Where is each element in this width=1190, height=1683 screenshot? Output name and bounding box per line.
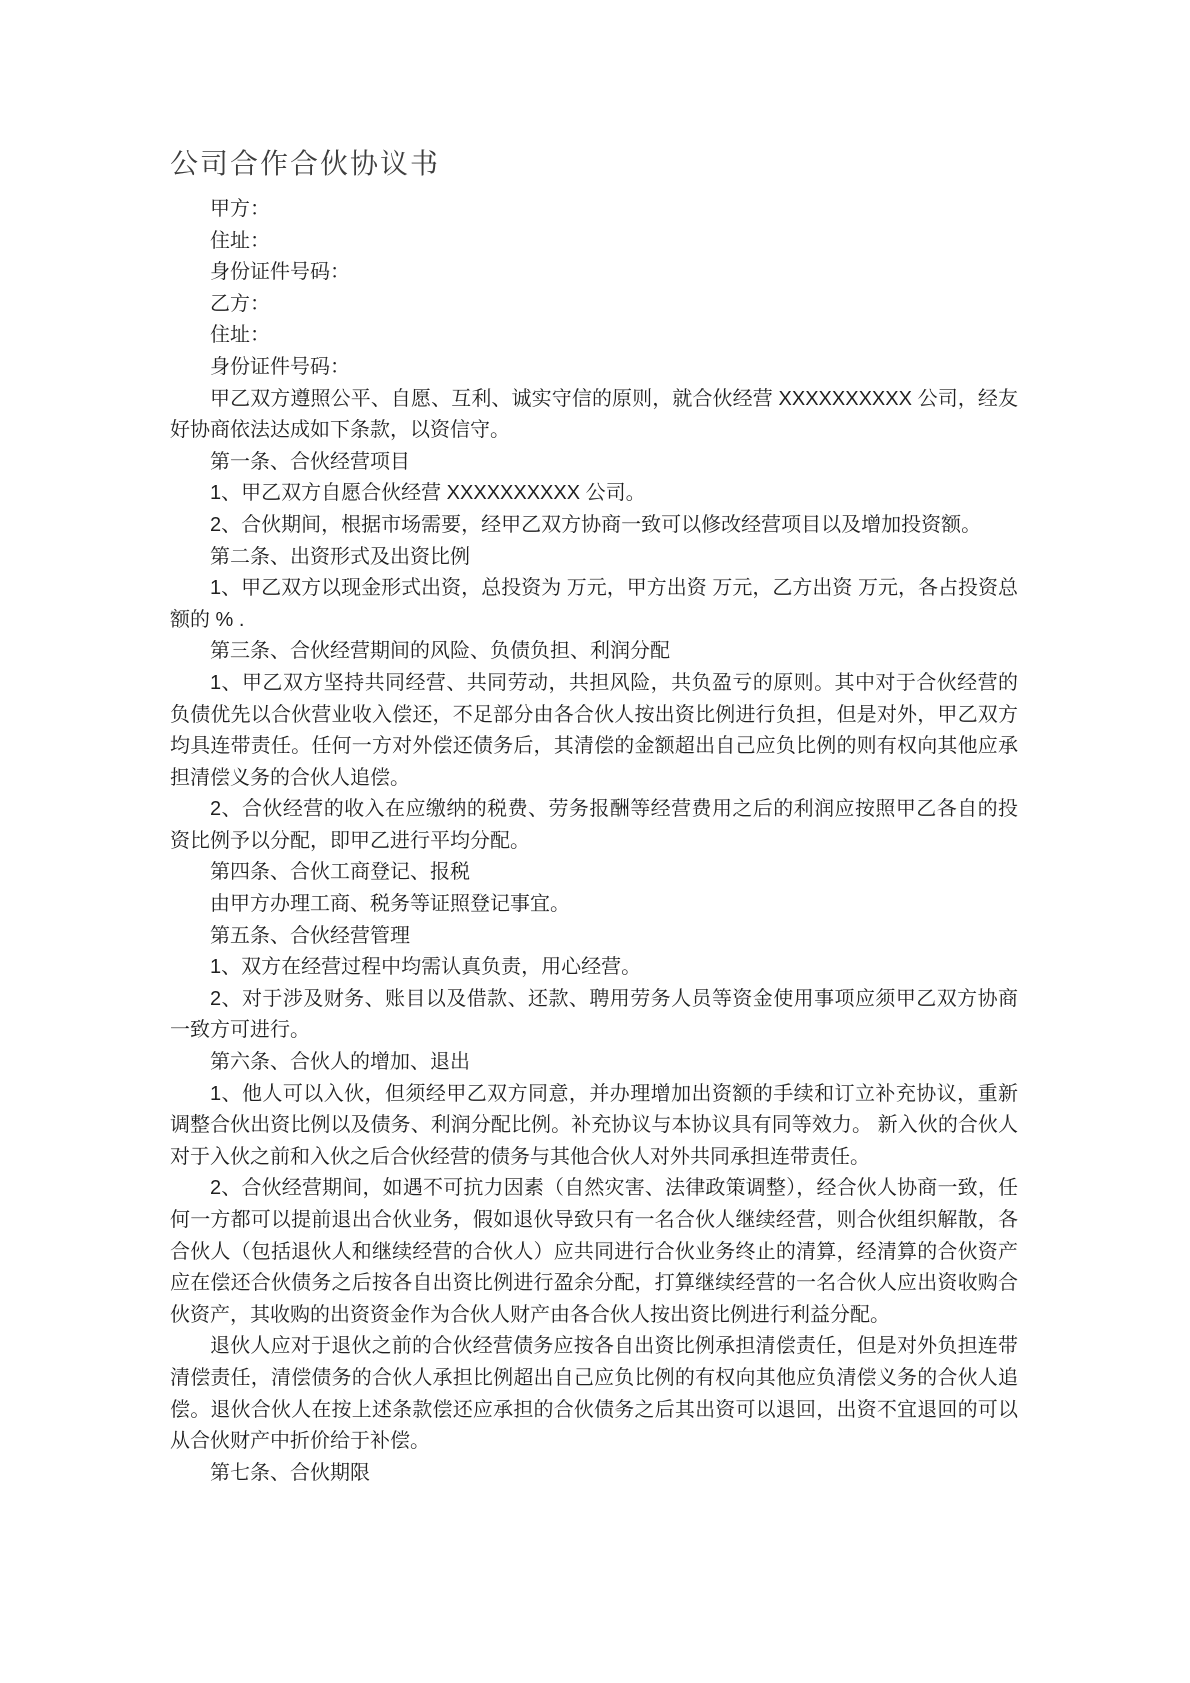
paragraph: 1、双方在经营过程中均需认真负责，用心经营。 xyxy=(210,956,642,979)
paragraph: 1、甲乙双方坚持共同经营、共同劳动，共担风险，共负盈亏的原则。其中对于合伙经营的负债优先以合伙营业收入偿还，不足部分由各合伙人按出资比例进行负担，但是对外，甲乙双方均具连带责任。任何一方对外偿还债务后，其清偿的金额超出自己应负比例的则有权向其他应承担清偿义务的合伙人追偿。 xyxy=(170,671,1018,789)
paragraph: 第六条、合伙人的增加、退出 xyxy=(210,1051,470,1074)
paragraph: 1、他人可以入伙，但须经甲乙双方同意，并办理增加出资额的手续和订立补充协议，重新调整合伙出资比例以及债务、利润分配比例。补充协议与本协议具有同等效力。 新入伙的合伙人对于入伙之前和入伙之后合伙经营的债务与其他合伙人对外共同承担连带责任。 xyxy=(170,1082,1018,1168)
paragraph: 第一条、合伙经营项目 xyxy=(210,450,410,473)
document-body xyxy=(170,194,1018,1489)
paragraph: 身份证件号码： xyxy=(210,355,350,378)
paragraph: 2、合伙经营期间，如遇不可抗力因素（自然灾害、法律政策调整），经合伙人协商一致，任何一方都可以提前退出合伙业务，假如退伙导致只有一名合伙人继续经营，则合伙组织解散，各合伙人（包括退伙人和继续经营的合伙人）应共同进行合伙业务终止的清算，经清算的合伙资产应在偿还合伙债务之后按各自出资比例进行盈余分配，打算继续经营的一名合伙人应出资收购合伙资产，其收购的出资资金作为合伙人财产由各合伙人按出资比例进行利益分配。 xyxy=(170,1177,1018,1326)
paragraph: 由甲方办理工商、税务等证照登记事宜。 xyxy=(210,893,570,916)
paragraph: 2、合伙经营的收入在应缴纳的税费、劳务报酬等经营费用之后的利润应按照甲乙各自的投资比例予以分配，即甲乙进行平均分配。 xyxy=(170,798,1018,852)
paragraph: 1、甲乙双方以现金形式出资，总投资为 万元，甲方出资 万元，乙方出资 万元，各占投资总额的 % . xyxy=(170,577,1018,631)
paragraph: 第二条、出资形式及出资比例 xyxy=(210,545,470,568)
document-title: 公司合作合伙协议书 xyxy=(170,149,441,180)
paragraph: 第五条、合伙经营管理 xyxy=(210,924,410,947)
paragraph: 2、对于涉及财务、账目以及借款、还款、聘用劳务人员等资金使用事项应须甲乙双方协商一致方可进行。 xyxy=(170,987,1018,1042)
paragraph: 第三条、合伙经营期间的风险、负债负担、利润分配 xyxy=(210,640,670,663)
paragraph: 2、合伙期间，根据市场需要，经甲乙双方协商一致可以修改经营项目以及增加投资额。 xyxy=(210,513,982,536)
paragraph: 甲乙双方遵照公平、自愿、互利、诚实守信的原则，就合伙经营 XXXXXXXXXX 公司，经友好协商依法达成如下条款，以资信守。 xyxy=(170,387,1018,442)
paragraph: 住址： xyxy=(210,229,270,252)
paragraph: 退伙人应对于退伙之前的合伙经营债务应按各自出资比例承担清偿责任，但是对外负担连带清偿责任，清偿债务的合伙人承担比例超出自己应负比例的有权向其他应负清偿义务的合伙人追偿。退伙合伙人在按上述条款偿还应承担的合伙债务之后其出资可以退回，出资不宜退回的可以从合伙财产中折价给于补偿。 xyxy=(170,1335,1018,1453)
paragraph: 第四条、合伙工商登记、报税 xyxy=(210,861,470,884)
paragraph: 第七条、合伙期限 xyxy=(210,1461,370,1484)
paragraph: 1、甲乙双方自愿合伙经营 XXXXXXXXXX 公司。 xyxy=(210,482,646,505)
paragraph: 乙方： xyxy=(210,292,270,315)
paragraph: 住址： xyxy=(210,324,270,347)
paragraph: 身份证件号码： xyxy=(210,261,350,284)
paragraph: 甲方： xyxy=(210,198,270,220)
